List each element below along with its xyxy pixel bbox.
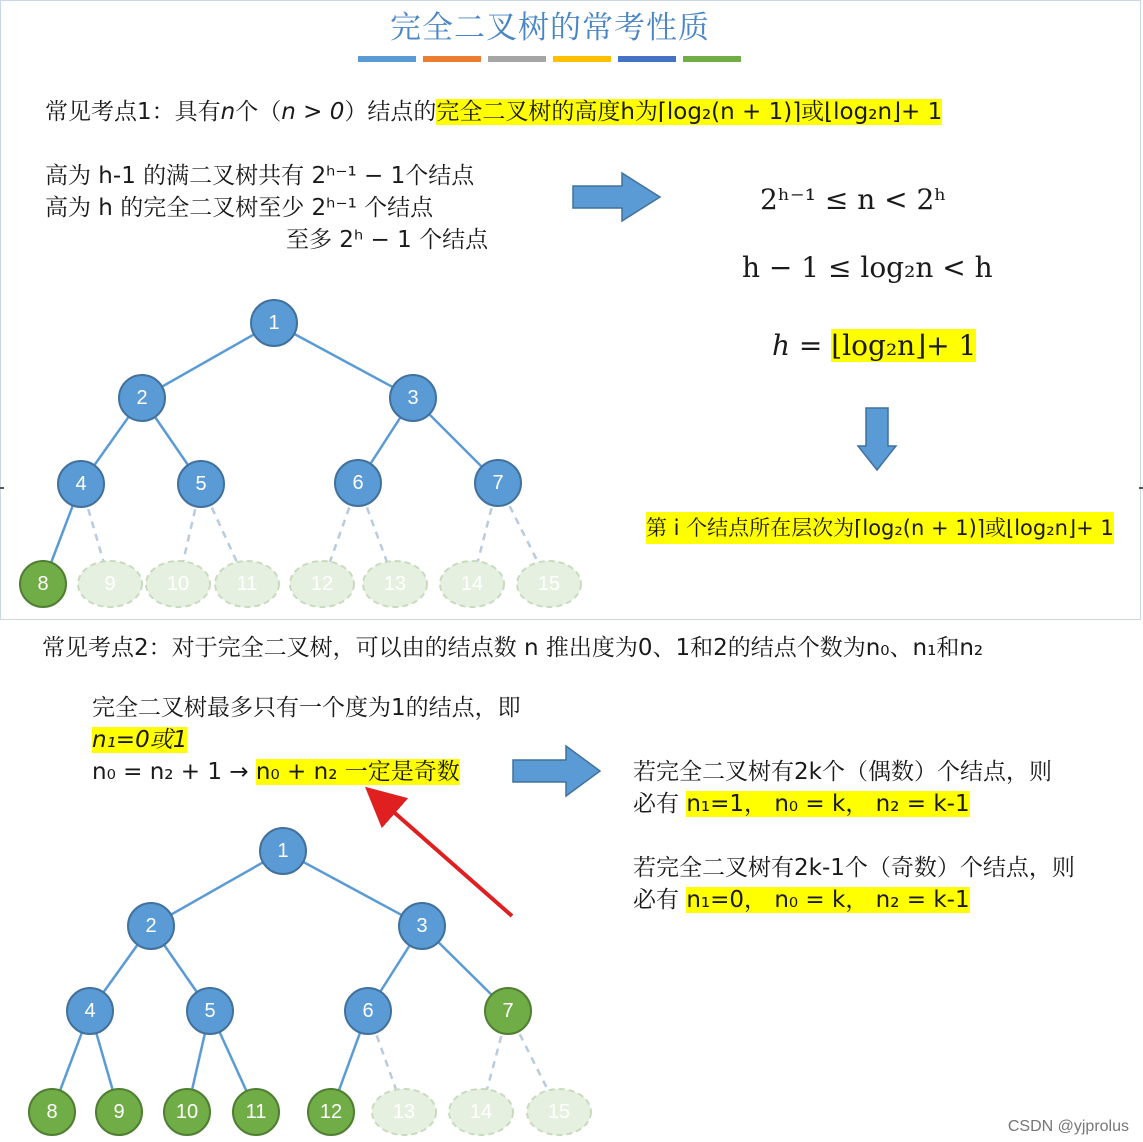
tree-node-label: 15 (547, 1101, 571, 1123)
degree-line-1: 完全二叉树最多只有一个度为1的结点，即 (92, 695, 521, 721)
tree-node-11 (215, 561, 279, 607)
tree-1 (20, 300, 581, 607)
footer-watermark: CSDN @yjprolus (1007, 1118, 1129, 1135)
tree-node-1 (251, 300, 297, 346)
tree-node-11 (233, 1089, 279, 1135)
odd-hl: n₁=0， n₀ = k， n₂ = k-1 (686, 887, 970, 913)
page-title: 完全二叉树的常考性质 (390, 10, 710, 46)
even-line-1: 若完全二叉树有2k个（偶数）个结点，则 (633, 759, 1052, 785)
tree-node-label: 12 (319, 1101, 343, 1123)
tree-node-2 (128, 903, 174, 949)
odd-pre: 必有 (633, 887, 687, 913)
even-hl: n₁=1， n₀ = k， n₂ = k-1 (686, 791, 970, 817)
tree-node-6 (345, 988, 391, 1034)
tree-node-label: 2 (145, 915, 157, 937)
fact-line-2: 高为 h 的完全二叉树至少 2ʰ⁻¹ 个结点 (45, 195, 434, 221)
tree-node-3 (390, 375, 436, 421)
tree-node-15 (527, 1089, 591, 1135)
tree-node-label: 7 (502, 1000, 514, 1022)
tree-node-label: 13 (392, 1101, 416, 1123)
fact-line-1: 高为 h-1 的满二叉树共有 2ʰ⁻¹ − 1个结点 (45, 163, 475, 189)
tree-node-label: 14 (460, 573, 484, 595)
formula-3-left: h = (772, 329, 832, 362)
formula-3-highlight: ⌊log₂n⌋+ 1 (831, 329, 977, 362)
tree-node-10 (146, 561, 210, 607)
tree-node-4 (58, 461, 104, 507)
tree-node-label: 11 (236, 573, 258, 595)
tree-node-label: 10 (175, 1101, 199, 1123)
tree-node-label: 9 (104, 573, 116, 595)
tree-node-14 (449, 1089, 513, 1135)
down-arrow-icon (858, 408, 896, 470)
tree-node-label: 13 (383, 573, 407, 595)
tree-node-label: 3 (407, 387, 419, 409)
tree-node-label: 14 (469, 1101, 493, 1123)
tree-node-13 (363, 561, 427, 607)
formula-2: h − 1 ≤ log₂n < h (742, 251, 993, 284)
tree-node-label: 2 (136, 387, 148, 409)
tree-node-label: 8 (46, 1101, 58, 1123)
tree-node-14 (440, 561, 504, 607)
fact-line-3: 至多 2ʰ − 1 个结点 (286, 227, 489, 253)
point1-highlight: 完全二叉树的高度h为⌈log₂(n + 1)⌉或⌊log₂n⌋+ 1 (436, 99, 943, 125)
tree-node-12 (308, 1089, 354, 1135)
tree-2 (29, 828, 591, 1135)
odd-line-1: 若完全二叉树有2k-1个（奇数）个结点，则 (633, 855, 1075, 881)
tree-node-9 (96, 1089, 142, 1135)
point1-mid: 个（ (235, 99, 282, 125)
tree-node-label: 15 (537, 573, 561, 595)
tree-node-15 (517, 561, 581, 607)
tree-node-label: 6 (362, 1000, 374, 1022)
tree-node-label: 3 (416, 915, 428, 937)
tree-node-label: 9 (113, 1101, 125, 1123)
tree-node-8 (20, 561, 66, 607)
degree-line-3-hl: n₀ + n₂ 一定是奇数 (255, 759, 460, 785)
degree-line-2-hl: n₁=0或1 (92, 727, 188, 753)
tree-node-label: 8 (37, 573, 49, 595)
tree-node-1 (260, 828, 306, 874)
formula-1: 2ʰ⁻¹ ≤ n < 2ʰ (760, 183, 947, 216)
tree-node-7 (475, 460, 521, 506)
tree-node-10 (164, 1089, 210, 1135)
tree-node-7 (485, 988, 531, 1034)
point1-n: n (220, 99, 236, 125)
tree-node-label: 4 (84, 1000, 96, 1022)
red-arrow-icon (380, 800, 512, 916)
point1-cond: n > 0 (281, 99, 345, 125)
tree-node-12 (290, 561, 354, 607)
tree-node-label: 6 (352, 472, 364, 494)
tree-node-5 (178, 461, 224, 507)
tree-node-3 (399, 903, 445, 949)
level-conclusion: 第 i 个结点所在层次为⌈log₂(n + 1)⌉或⌊log₂n⌋+ 1 (646, 512, 1114, 544)
tree-node-label: 11 (245, 1101, 267, 1123)
tree-node-label: 12 (310, 573, 334, 595)
tree-node-label: 1 (277, 840, 289, 862)
tree-node-label: 5 (204, 1000, 216, 1022)
tree-node-2 (119, 375, 165, 421)
tree-node-label: 10 (166, 573, 190, 595)
tree-node-label: 1 (268, 312, 280, 334)
tree-node-label: 5 (195, 473, 207, 495)
even-pre: 必有 (633, 791, 687, 817)
degree-line-3-pre: n₀ = n₂ + 1 → (92, 759, 256, 785)
tree-node-8 (29, 1089, 75, 1135)
tree-node-label: 7 (492, 472, 504, 494)
right-arrow-icon (573, 173, 660, 221)
right-arrow-icon-2 (513, 746, 600, 796)
point1-prefix: 常见考点1：具有 (45, 99, 221, 125)
tree-node-5 (187, 988, 233, 1034)
point2-line: 常见考点2：对于完全二叉树，可以由的结点数 n 推出度为0、1和2的结点个数为n₀、n₁和n₂ (42, 635, 984, 661)
tree-node-label: 4 (75, 473, 87, 495)
tree-node-4 (67, 988, 113, 1034)
tree-node-13 (372, 1089, 436, 1135)
tree-node-6 (335, 460, 381, 506)
tree-node-9 (78, 561, 142, 607)
point1-after: ）结点的 (344, 99, 437, 125)
